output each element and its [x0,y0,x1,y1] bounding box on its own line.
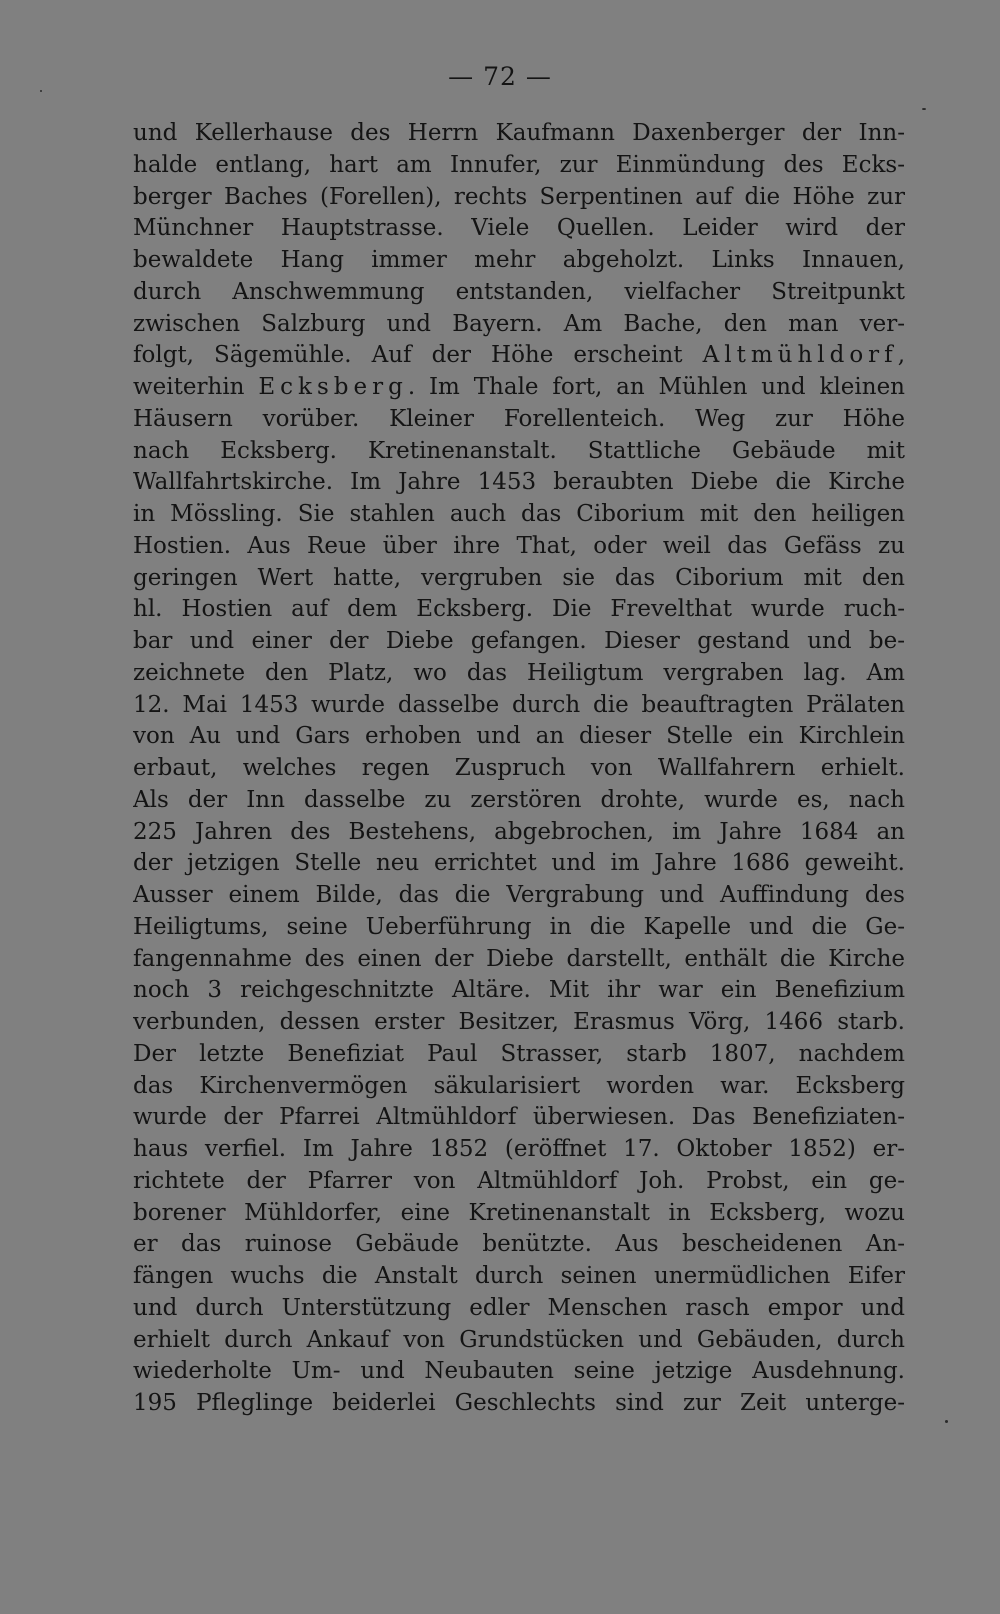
text-line: von Au und Gars erhoben und an dieser Stelle ein Kirchlein [133,723,905,750]
text-line: der jetzigen Stelle neu errichtet und im Jahre 1686 geweiht. [133,850,905,877]
text-line: Münchner Hauptstrasse. Viele Quellen. Leider wird der [133,215,905,242]
text-line: erhielt durch Ankauf von Grundstücken und Gebäuden, durch [133,1326,905,1353]
text-line: 225 Jahren des Bestehens, abgebrochen, im Jahre 1684 an [133,818,905,845]
speck-dot [40,90,42,92]
text-line: durch Anschwemmung entstanden, vielfacher Streitpunkt [133,278,905,305]
text-line: folgt, Sägemühle. Auf der Höhe erscheint Altmühldorf, [133,342,905,369]
page-number: — 72 — [448,62,552,91]
text-line: erbaut, welches regen Zuspruch von Wallfahrern erhielt. [133,755,905,781]
text-line: zwischen Salzburg und Bayern. Am Bache, den man ver- [133,310,905,337]
text-line: verbunden, dessen erster Besitzer, Erasmus Vörg, 1466 starb. [133,1009,905,1035]
text-line: 12. Mai 1453 wurde dasselbe durch die beauftragten Prälaten [133,691,905,718]
text-line: in Mössling. Sie stahlen auch das Ciborium mit den heiligen [133,501,905,527]
text-line: er das ruinose Gebäude benützte. Aus bescheidenen An- [133,1231,905,1258]
text-line: fängen wuchs die Anstalt durch seinen unermüdlichen Eifer [133,1263,905,1289]
text-line: Häusern vorüber. Kleiner Forellenteich. Weg zur Höhe [133,405,905,432]
text-line: 195 Pfleglinge beiderlei Geschlechts sind zur Zeit unterge- [133,1390,905,1416]
text-line: halde entlang, hart am Innufer, zur Einmündung des Ecks- [133,151,905,178]
text-line: hl. Hostien auf dem Ecksberg. Die Frevelthat wurde ruch- [133,596,905,623]
text-line: Hostien. Aus Reue über ihre That, oder weil das Gefäss zu [133,532,905,559]
text-line: Als der Inn dasselbe zu zerstören drohte, wurde es, nach [133,786,905,813]
text-line: haus verfiel. Im Jahre 1852 (eröffnet 17. Oktober 1852) er- [133,1136,905,1162]
speck-dot [922,108,926,110]
text-line: nach Ecksberg. Kretinenanstalt. Stattliche Gebäude mit [133,437,905,464]
text-line: bar und einer der Diebe gefangen. Dieser gestand und be- [133,628,905,654]
text-line: wurde der Pfarrei Altmühldorf überwiesen. Das Benefiziaten- [133,1104,905,1131]
text-line: Ausser einem Bilde, das die Vergrabung und Auffindung des [133,882,905,908]
text-line: noch 3 reichgeschnitzte Altäre. Mit ihr war ein Benefizium [133,977,905,1004]
text-line: richtete der Pfarrer von Altmühldorf Joh. Probst, ein ge- [133,1167,905,1194]
text-line: und Kellerhause des Herrn Kaufmann Daxenberger der Inn- [133,120,905,146]
text-line: bewaldete Hang immer mehr abgeholzt. Links Innauen, [133,247,905,273]
text-line: Wallfahrtskirche. Im Jahre 1453 beraubten Diebe die Kirche [133,469,905,496]
text-line: weiterhin Ecksberg. Im Thale fort, an Mühlen und kleinen [133,374,905,400]
text-line: und durch Unterstützung edler Menschen rasch empor und [133,1294,905,1321]
text-line: Heiligtums, seine Ueberführung in die Kapelle und die Ge- [133,913,905,940]
text-line: fangennahme des einen der Diebe darstellt, enthält die Kirche [133,945,905,972]
text-line: borener Mühldorfer, eine Kretinenanstalt in Ecksberg, wozu [133,1199,905,1226]
speck-dot [945,1420,948,1423]
emphasized-place-name: Altmühldorf [702,342,898,369]
text-line: wiederholte Um- und Neubauten seine jetzige Ausdehnung. [133,1358,905,1385]
text-line: Der letzte Benefiziat Paul Strasser, starb 1807, nachdem [133,1040,905,1067]
text-line: das Kirchenvermögen säkularisiert worden war. Ecksberg [133,1072,905,1099]
text-line: berger Baches (Forellen), rechts Serpentinen auf die Höhe zur [133,183,905,210]
text-line: zeichnete den Platz, wo das Heiligtum vergraben lag. Am [133,659,905,686]
text-line: geringen Wert hatte, vergruben sie das Ciborium mit den [133,564,905,591]
body-text [133,118,905,1420]
emphasized-place-name: Ecksberg [258,374,408,400]
